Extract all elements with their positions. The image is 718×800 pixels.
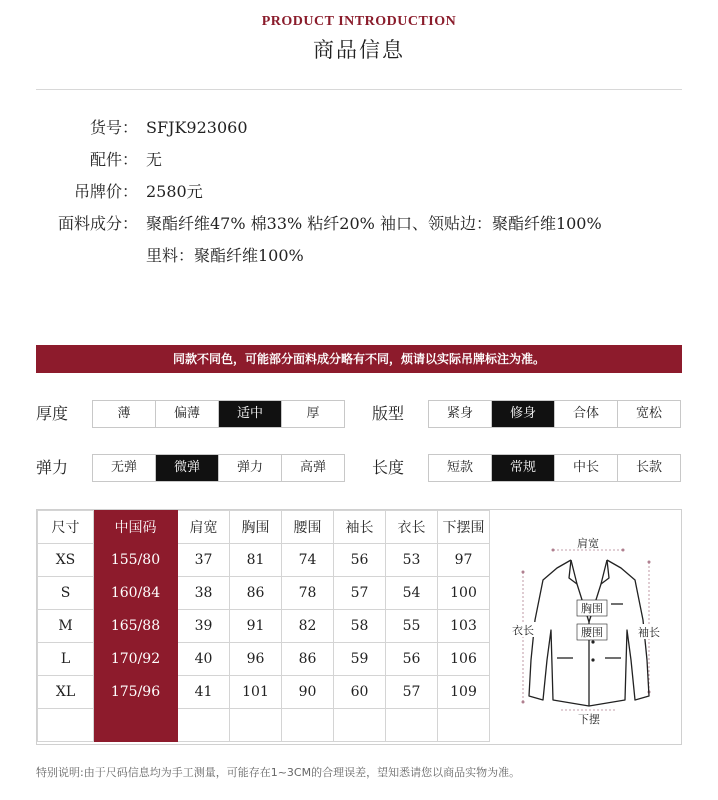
table-cell: 90 [282, 676, 334, 709]
attr-option: 无弹 [93, 455, 156, 481]
table-cell [438, 709, 490, 742]
table-cell: 155/80 [94, 544, 178, 577]
attr-option: 微弹 [156, 455, 219, 481]
label-hem: 下摆 [578, 713, 600, 726]
table-cell: 101 [230, 676, 282, 709]
attr-option: 常规 [492, 455, 555, 481]
jacket-diagram [497, 510, 683, 744]
table-cell: 78 [282, 577, 334, 610]
info-value: 2580元 [146, 182, 203, 201]
table-header-cell: 胸围 [230, 511, 282, 544]
table-header-cell: 中国码 [94, 511, 178, 544]
notice-banner: 同款不同色，可能部分面料成分略有不同，烦请以实际吊牌标注为准。 [36, 345, 682, 373]
table-cell: 56 [334, 544, 386, 577]
label-sleeve: 袖长 [638, 626, 660, 639]
info-row-lining [36, 240, 696, 272]
info-value: 无 [146, 150, 163, 169]
size-table [37, 510, 490, 742]
table-cell: 165/88 [94, 610, 178, 643]
table-cell: 100 [438, 577, 490, 610]
table-header-cell: 腰围 [282, 511, 334, 544]
label-chest: 胸围 [581, 602, 603, 615]
special-note: 特别说明:由于尺码信息均为手工测量，可能存在1~3CM的合理误差，望知悉请您以商品实物为准。 [36, 766, 521, 779]
table-cell: 74 [282, 544, 334, 577]
table-cell: 160/84 [94, 577, 178, 610]
table-cell: 55 [386, 610, 438, 643]
label-shoulder: 肩宽 [577, 537, 599, 550]
table-header-cell: 尺寸 [38, 511, 94, 544]
attr-option: 宽松 [618, 401, 680, 427]
table-cell: 56 [386, 643, 438, 676]
table-cell: 57 [334, 577, 386, 610]
table-cell: 97 [438, 544, 490, 577]
table-cell: 86 [230, 577, 282, 610]
table-cell [282, 709, 334, 742]
info-row-sku [36, 112, 696, 144]
table-cell: 38 [178, 577, 230, 610]
table-cell: 41 [178, 676, 230, 709]
table-cell: M [38, 610, 94, 643]
attr-option: 长款 [618, 455, 680, 481]
info-row-accessories [36, 144, 696, 176]
table-cell: 86 [282, 643, 334, 676]
attr-option: 厚 [282, 401, 344, 427]
attr-options [92, 454, 345, 482]
table-cell: XL [38, 676, 94, 709]
table-header-row [38, 511, 490, 544]
table-cell: 96 [230, 643, 282, 676]
header-en-title: PRODUCT INTRODUCTION [261, 14, 457, 29]
table-cell: L [38, 643, 94, 676]
table-cell: 59 [334, 643, 386, 676]
attr-title: 厚度 [36, 404, 69, 423]
info-label: 配件： [89, 150, 138, 169]
info-value: SFJK923060 [146, 118, 248, 137]
attr-option: 合体 [555, 401, 618, 427]
attr-option: 薄 [93, 401, 156, 427]
size-chart [36, 509, 682, 745]
table-header-cell: 袖长 [334, 511, 386, 544]
info-label: 吊牌价： [73, 182, 138, 201]
table-header-cell: 肩宽 [178, 511, 230, 544]
attr-title: 弹力 [36, 458, 69, 477]
table-cell: 40 [178, 643, 230, 676]
table-cell [94, 709, 178, 742]
attr-option: 偏薄 [156, 401, 219, 427]
info-label [36, 240, 146, 272]
attr-options [92, 400, 345, 428]
table-row [38, 544, 490, 577]
table-cell [386, 709, 438, 742]
info-label: 货号： [89, 118, 138, 137]
table-cell [178, 709, 230, 742]
table-cell: 58 [334, 610, 386, 643]
table-cell: 103 [438, 610, 490, 643]
table-row [38, 577, 490, 610]
table-cell: 37 [178, 544, 230, 577]
attr-option: 中长 [555, 455, 618, 481]
table-cell: 106 [438, 643, 490, 676]
table-cell: 91 [230, 610, 282, 643]
product-info [36, 112, 696, 272]
table-cell: 53 [386, 544, 438, 577]
divider [36, 89, 682, 90]
info-value: 聚酯纤维47% 棉33% 粘纤20% 袖口、领贴边：聚酯纤维100% [146, 214, 602, 233]
table-cell [38, 709, 94, 742]
table-cell: 57 [386, 676, 438, 709]
table-cell: S [38, 577, 94, 610]
header-zh-title: 商品信息 [313, 38, 405, 62]
table-header-cell: 下摆围 [438, 511, 490, 544]
attr-options [428, 454, 681, 482]
table-cell: 39 [178, 610, 230, 643]
table-cell: 175/96 [94, 676, 178, 709]
table-cell: 60 [334, 676, 386, 709]
attr-option: 短款 [429, 455, 492, 481]
info-row-price [36, 176, 696, 208]
table-cell: 82 [282, 610, 334, 643]
table-cell: 81 [230, 544, 282, 577]
table-cell: 54 [386, 577, 438, 610]
table-row [38, 676, 490, 709]
info-value: 里料：聚酯纤维100% [146, 246, 304, 265]
table-cell [230, 709, 282, 742]
table-cell: 170/92 [94, 643, 178, 676]
label-length: 衣长 [512, 624, 534, 637]
table-header-cell: 衣长 [386, 511, 438, 544]
table-cell [334, 709, 386, 742]
table-cell: 109 [438, 676, 490, 709]
info-row-fabric [36, 208, 696, 240]
table-row-empty [38, 709, 490, 742]
table-row [38, 610, 490, 643]
attr-option: 高弹 [282, 455, 344, 481]
attr-option: 紧身 [429, 401, 492, 427]
attr-option: 修身 [492, 401, 555, 427]
table-cell: XS [38, 544, 94, 577]
attr-option: 适中 [219, 401, 282, 427]
attr-title: 版型 [372, 404, 405, 423]
section-header [0, 14, 718, 64]
label-waist: 腰围 [581, 626, 603, 639]
info-label: 面料成分： [57, 214, 138, 233]
attr-option: 弹力 [219, 455, 282, 481]
attr-title: 长度 [372, 458, 405, 477]
table-row [38, 643, 490, 676]
attr-options [428, 400, 681, 428]
